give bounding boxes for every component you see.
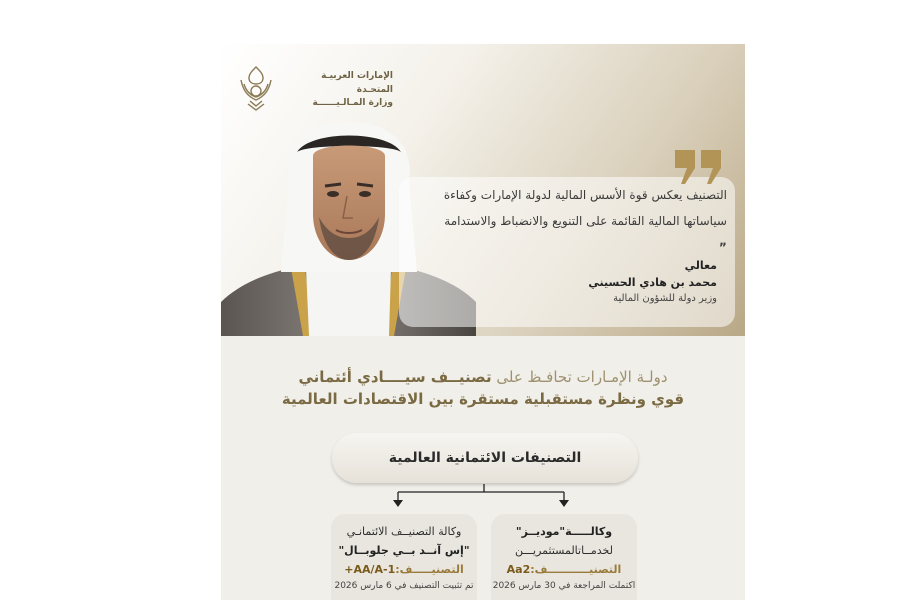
agency-moodys-rating (491, 560, 637, 579)
agency-sp-subtitle: "إس آنــد بــي جلوبــال" (338, 544, 470, 557)
speaker-name: محمد بن هادي الحسيني (588, 276, 717, 289)
headline-line1-light: دولـة الإمـارات تحافـظ على (496, 368, 668, 386)
ministry-line1: الإمارات العربيـة المتحـدة (321, 71, 393, 95)
ministry-line2: وزارة المـالـيــــــة (312, 98, 393, 108)
agency-moodys-rating-value: Aa2 (506, 563, 531, 576)
ratings-title: التصنيفات الائتمانية العالمية (388, 450, 582, 466)
quote-open-icon (673, 150, 723, 184)
agency-sp-rating-label: التصنيـــــف: (395, 563, 464, 576)
agency-moodys-note: اكتملت المراجعة في 30 مارس 2026 (492, 581, 636, 591)
headline (221, 366, 745, 410)
quote-text (407, 182, 727, 248)
quote-line2: سياساتها المالية القائمة على التنويع والانضباط والاستدامة (444, 214, 727, 228)
agency-card-sp (331, 514, 477, 600)
agency-card-moodys (491, 514, 637, 600)
hero-section (221, 44, 745, 336)
connector-arrows (392, 484, 572, 508)
speaker-title: معالي (684, 259, 717, 272)
ratings-title-box (332, 433, 638, 483)
agency-moodys-name: وكالـــــة"موديــز" (515, 525, 613, 538)
agency-moodys-subtitle: لخدمــاتالمستثمريـــن (514, 544, 614, 557)
agency-sp-name: وكالة التصنيــف الائتمانـي (346, 525, 462, 538)
infographic-poster (221, 44, 745, 600)
ministry-name (283, 70, 393, 111)
uae-emblem-icon (235, 64, 277, 114)
agency-sp-note: تم تثبيت التصنيف في 6 مارس 2026 (334, 581, 474, 591)
headline-line2: قوي ونظرة مستقبلية مستقرة بين الاقتصادات العالمية (281, 390, 685, 408)
headline-line1-bold: تصنيــف سيــــادي أئتماني (298, 368, 492, 386)
agency-sp-rating-value: AA/A-1+ (344, 563, 396, 576)
agency-moodys-rating-label: التصنيـــــــــــف: (530, 563, 622, 576)
quote-close-mark: „ (719, 234, 727, 248)
quote-line1: التصنيف يعكس قوة الأسس المالية لدولة الإمارات وكفاءة (443, 188, 727, 202)
speaker-role: وزير دولة للشؤون المالية (613, 293, 717, 304)
headline-line1 (221, 366, 745, 388)
agency-sp-rating (331, 560, 477, 579)
